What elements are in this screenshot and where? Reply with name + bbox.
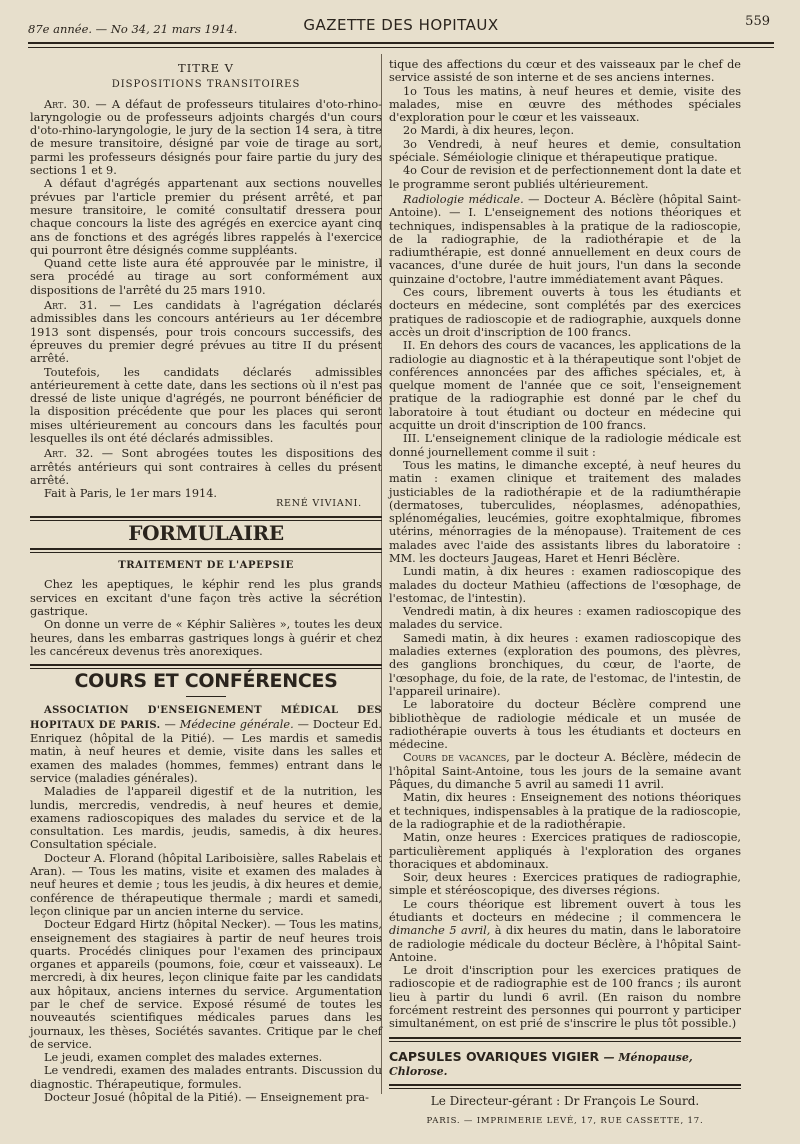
imprimerie-line: PARIS. — IMPRIMERIE LEVÉ, 17, RUE CASSETTE, 17. (426, 1115, 704, 1126)
section-rule (30, 664, 382, 669)
section-rule (30, 548, 382, 553)
assoc-italic: Médecine générale. (179, 717, 294, 731)
apepsie-heading: TRAITEMENT DE L'APEPSIE (118, 560, 294, 572)
capsules-ad (389, 1050, 741, 1079)
titre-heading: TITRE V (178, 61, 234, 75)
header-rule (28, 42, 774, 44)
art32-text: — Sont abrogées toutes les dispositions des arrêtés antérieurs qui sont contraires à celles du présent arrêté. (30, 447, 382, 487)
issue-info: 87e année. — No 34, 21 mars 1914. (28, 22, 238, 36)
cours-vac-label: Cours de vacances, (403, 751, 510, 765)
short-rule (186, 696, 226, 697)
directeur-gerant: Le Directeur-gérant : Dr François Le Sourd. (430, 1094, 700, 1109)
paragraph-lundi: Lundi matin, à dix heures : examen radioscopique des malades du docteur Mathieu (affections de l'œsophage, de l'estomac, de l'intestin). (389, 565, 741, 605)
header-rule-thin (28, 47, 774, 48)
paragraph-tique: tique des affections du cœur et des vaisseaux par le chef de service assisté de son interne et de ses anciens internes. (389, 58, 741, 85)
paragraph-cours-vacances (389, 751, 741, 791)
journal-title: GAZETTE DES HOPITAUX (303, 16, 499, 34)
radio-label: Radiologie médicale. (403, 192, 524, 206)
section-rule (389, 1084, 741, 1089)
cours-vac-text: par le docteur A. Béclère, médecin de l'hôpital Saint-Antoine, tous les jours de la semaine avant Pâques, du dimanche 5 avril au samedi 11 avril. (389, 751, 741, 792)
theorique-a: Le cours théorique est librement ouvert à tous les étudiants et docteurs en médecine ; il commencera le (389, 897, 741, 924)
art31-label: Art. 31. (44, 299, 98, 313)
page-header (28, 12, 774, 38)
art32-label: Art. 32. (44, 447, 94, 461)
section-rule (389, 1037, 741, 1042)
paragraph-hirtz: Docteur Edgard Hirtz (hôpital Necker). — Tous les matins, enseignement des stagiaires à partir de neuf heures trois quarts. Procédés cliniques pour l'examen des principaux organes et appareils (poumons, foie, cœur et vaisseaux). Le mercredi, à dix heures, leçon clinique faite par les candidats aux hôpitaux, anciens internes du service. Argumentation par le chef de service. Exposé résumé de toutes les nouveautés scientifiques médicales parues dans les journaux, les thèses, Sociétés savantes. Critique par le chef de service. (30, 918, 382, 1051)
art30-label: Art. 30. (44, 97, 91, 111)
paragraph-item-1: 1o Tous les matins, à neuf heures et demie, visite des malades, mise en œuvre des méthodes spéciales d'exploration pour le cœur et les vaisseaux. (389, 84, 741, 125)
paragraph-vendredi: Le vendredi, examen des malades entrants. Discussion du diagnostic. Thérapeutique, formules. (30, 1064, 382, 1091)
capsules-italic: — Ménopause, Chlorose. (389, 1050, 693, 1078)
paragraph-quand: Quand cette liste aura été approuvée par le ministre, il sera procédé au tirage au sort conformément aux dispositions de l'arrêté du 25 mars 1910. (30, 257, 382, 297)
paragraph-maladies: Maladies de l'appareil digestif et de la nutrition, les lundis, mercredis, vendredis, à neuf heures et demie, examens radioscopiques des malades du service et de la consultation. Les mardis, jeudis, samedis, à dix heures. Consultation spéciale. (30, 785, 382, 852)
paragraph-matin-onze: Matin, onze heures : Exercices pratiques de radioscopie, particulièrement appliqués à l'exploration des organes thoraciques et abdominaux. (389, 831, 741, 871)
paragraph-association: ASSOCIATION D'ENSEIGNEMENT MÉDICAL DES HOPITAUX DE PARIS. — Médecine générale. — Docteur Ed. Enriquez (hôpital de la Pitié). — Les mardis et samedis matin, à neuf heures et demie, visite dans les salles et examen des malades (hommes, femmes) entrant dans le service (maladies générales). (30, 705, 382, 785)
paragraph-vendredi-radio: Vendredi matin, à dix heures : examen radioscopique des malades du service. (389, 605, 741, 632)
art31-text: — Les candidats à l'agrégation déclarés admissibles dans les concours antérieurs au 1er décembre 1913 sont dispensés, pour trois concours successifs, des épreuves du premier degré prévues au titre II du présent arrêté. (30, 299, 382, 366)
paragraph-ces-cours: Ces cours, librement ouverts à tous les étudiants et docteurs en médecine, sont complétés par des exercices pratiques de radioscopie et de radiographie, auxquels donne accès un droit d'inscription de 100 francs. (389, 286, 741, 339)
paragraph-droit: Le droit d'inscription pour les exercices pratiques de radioscopie et de radiographie est de 100 francs ; ils auront lieu à partir du lundi 6 avril. (En raison du nombre forcément restreint des personnes qui pourront y participer simultanément, on est prié de s'inscrire le plus tôt possible.) (389, 964, 741, 1031)
paragraph-soir: Soir, deux heures : Exercices pratiques de radiographie, simple et stéréoscopique, des diverses régions. (389, 871, 741, 898)
paragraph-II: II. En dehors des cours de vacances, les applications de la radiologie au diagnostic et à la thérapeutique sont l'objet de conférences annoncées par des affiches spéciales, et, à quelque moment de l'année que ce soit, l'enseignement pratique de la radiographie est donné par le chef du laboratoire à tout étudiant ou docteur en médecine qui acquitte un droit d'inscription de 100 francs. (389, 339, 741, 433)
paragraph-samedi: Samedi matin, à dix heures : examen radioscopique des maladies externes (exploration des poumons, des plèvres, des ganglions bronchiques, du cœur, de l'aorte, de l'œsophage, du foie, de la rate, de l'estomac, de l'intestin, de l'appareil urinaire). (389, 631, 741, 698)
paragraph-apepsie-1: Chez les apeptiques, le képhir rend les plus grands services en excitant d'une façon très active la sécrétion gastrique. (30, 578, 382, 618)
article-31 (30, 299, 382, 365)
cours-title: COURS ET CONFÉRENCES (74, 670, 338, 693)
article-32 (30, 447, 382, 487)
titre-subheading: DISPOSITIONS TRANSITOIRES (111, 79, 301, 91)
paragraph-cours-theorique (389, 898, 741, 964)
paragraph-tous-les-matins: Tous les matins, le dimanche excepté, à neuf heures du matin : examen clinique et traitement des malades justiciables de la radiothérapie et de la radiumthérapie (dermatoses, tuberculides, néoplasmes, adénopathies, splénomégalies, leucémies, goitre exophtalmique, fibromes utérins, ménorragies de la ménopause). Traitement de ces malades avec l'aide des assistants libres du laboratoire : MM. les docteurs Jaugeas, Haret et Henri Béclère. (389, 458, 741, 565)
paragraph-jeudi: Le jeudi, examen complet des malades externes. (44, 1051, 323, 1065)
page-number: 559 (745, 14, 770, 29)
paragraph-item-3: 3o Vendredi, à neuf heures et demie, consultation spéciale. Séméiologie clinique et thérapeutique pratique. (389, 137, 741, 165)
article-30 (30, 98, 382, 178)
signature: RENÉ VIVIANI. (276, 497, 362, 509)
paragraph-apepsie-2: On donne un verre de « Képhir Salières », toutes les deux heures, dans les embarras gastriques longs à guérir et chez les cancéreux devenus très anorexiques. (30, 618, 382, 658)
paragraph-toutefois: Toutefois, les candidats déclarés admissibles antérieurement à cette date, dans les sections où il n'est pas dressé de liste unique d'agrégés, ne pourront bénéficier de la disposition précédente que pour les places qui seront mises ultérieurement au concours dans les facultés pour lesquelles ils ont été déclarés admissibles. (30, 365, 382, 446)
art30-text: — A défaut de professeurs titulaires d'oto-rhino-laryngologie ou de professeurs adjoints chargés d'un cours d'oto-rhino-laryngologie, le jury de la section 14 sera, à titre de mesure transitoire, désigné par voie de tirage au sort, parmi les professeurs désignés pour faire partie du jury des sections 1 et 9. (30, 97, 382, 178)
right-column (389, 58, 741, 1128)
paragraph-item-4: 4o Cour de revision et de perfectionnement dont la date et le programme seront publiés ultérieurement. (389, 164, 741, 191)
theorique-date: dimanche 5 avril, (389, 924, 491, 938)
theorique-b: à dix heures du matin, dans le laboratoire de radiologie médicale du docteur Béclère, à l'hôpital Saint-Antoine. (389, 924, 741, 964)
left-column (30, 58, 382, 1104)
capsules-label: CAPSULES OVARIQUES VIGIER (389, 1048, 600, 1064)
paragraph-radiologie (389, 193, 741, 286)
formulaire-title: FORMULAIRE (128, 520, 284, 545)
paragraph-item-2: 2o Mardi, à dix heures, leçon. (403, 124, 575, 138)
paragraph-fait: Fait à Paris, le 1er mars 1914. (44, 487, 218, 501)
paragraph-florand: Docteur A. Florand (hôpital Lariboisière, salles Rabelais et Aran). — Tous les matins, visite et examen des malades à neuf heures et demie ; tous les jeudis, à dix heures et demie, conférence de thérapeutique thermale ; mardi et samedi, leçon clinique par un ancien interne du service. (30, 851, 382, 918)
paragraph-defaut: A défaut d'agrégés appartenant aux sections nouvelles prévues par l'article premier du présent arrêté, et par mesure transitoire, le comité consultatif dressera pour chaque concours la liste des agrégés en exercice ayant cinq ans de fonctions et des agrégés libres rappelés à l'exercice qui pourront être désignés comme suppléants. (30, 177, 382, 257)
assoc-text: — Docteur Ed. Enriquez (hôpital de la Pitié). — Les mardis et samedis matin, à neuf heures et demie, visite dans les salles et examen des malades (hommes, femmes) entrant dans le service (maladies générales). (30, 717, 382, 785)
radio-text: — Docteur A. Béclère (hôpital Saint-Antoine). — I. L'enseignement des notions théoriques et techniques, indispensables à la pratique de la radioscopie, de la radiographie, de la radiothérapie et de la radiumthérapie, est donné annuellement en deux cours de vacances, d'une durée de huit jours, l'un dans la seconde quinzaine d'octobre, l'autre immédiatement avant Pâques. (389, 192, 741, 286)
paragraph-III: III. L'enseignement clinique de la radiologie médicale est donné journellement comme il suit : (389, 432, 741, 459)
paragraph-josue: Docteur Josué (hôpital de la Pitié). — Enseignement pra- (44, 1091, 369, 1105)
paragraph-laboratoire: Le laboratoire du docteur Béclère comprend une bibliothèque de radiologie médicale et un musée de radiothérapie ouverts à tous les étudiants et docteurs en médecine. (389, 698, 741, 752)
paragraph-matin-dix: Matin, dix heures : Enseignement des notions théoriques et techniques, indispensables à la pratique de la radioscopie, de la radiographie et de la radiothérapie. (389, 791, 741, 831)
assoc-label: ASSOCIATION D'ENSEIGNEMENT MÉDICAL DES HOPITAUX DE PARIS. (30, 705, 382, 731)
